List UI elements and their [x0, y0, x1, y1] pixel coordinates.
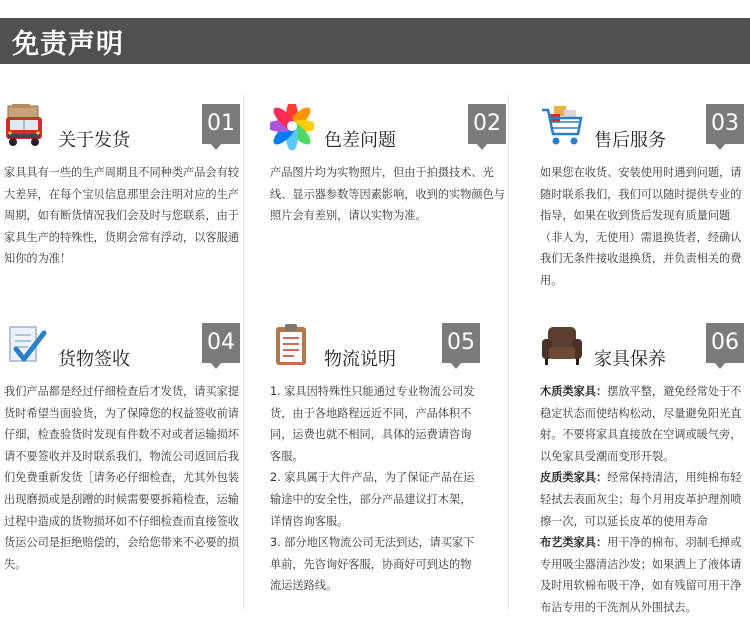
card-body	[4, 381, 240, 575]
card-title: 关于发货	[58, 130, 130, 151]
card-text: 产品图片均为实物照片，但由于拍摄技术、光线、显示器参数等因素影响，收到的实物颜色与照片会有差别，请以实物为准。	[270, 166, 505, 223]
card-body	[4, 162, 240, 270]
card-body	[270, 162, 506, 227]
card-number-badge: 05	[442, 323, 480, 363]
card-logistics	[270, 323, 480, 597]
header-banner	[0, 18, 750, 64]
card-after-sales	[540, 104, 744, 292]
card-text: 如果您在收货、安装使用时遇到问题，请随时联系我们，我们可以随时提供专业的指导，如果在收到货后发现有质量问题（非人为，无使用）需退换货者，经确认我们无条件接收退换货，并负责相关的费用。	[540, 166, 742, 287]
care-text: 摆放平整，避免经常处于不稳定状态而使结构松动，尽量避免阳光直射。不要将家具直接放在空调或暖气旁，以免家具受潮而变形开裂。	[540, 385, 742, 463]
card-paragraph: 1. 家具因特殊性只能通过专业物流公司发货，由于各地路程远近不同，产品体积不同，运费也就不相同，具体的运费请咨询客服。	[270, 385, 475, 463]
armchair-icon	[540, 323, 584, 369]
color-palette-icon	[270, 104, 314, 150]
card-title: 色差问题	[324, 130, 396, 151]
card-number-badge: 03	[706, 104, 744, 144]
card-text: 家具具有一些的生产周期且不同种类产品会有较大差异，在每个宝贝信息那里会注明对应的生产周期，如有断货情况我们会及时与您联系，由于家具生产的特殊性，货期会常有浮动，以客服通知你的为准！	[4, 166, 239, 266]
card-receipt	[4, 323, 240, 575]
care-item-fabric	[540, 532, 744, 618]
care-label: 木质类家具：	[540, 385, 608, 398]
page-title: 免责声明	[12, 29, 124, 60]
card-number-badge: 06	[706, 323, 744, 363]
card-paragraph: 2. 家具属于大件产品，为了保证产品在运输途中的安全性，部分产品建议打木架，详情咨询客服。	[270, 471, 475, 528]
card-title: 售后服务	[594, 130, 666, 151]
card-title: 家具保养	[594, 349, 666, 370]
shopping-cart-icon	[540, 104, 584, 150]
card-body	[540, 381, 744, 619]
care-text: 用干净的棉布、羽制毛掸或专用吸尘器清洁沙发；如果洒上了液体请及时用软棉布吸干净，如有残留可用干净布沾专用的干洗剂从外围拭去。	[540, 536, 742, 614]
column-divider	[243, 95, 244, 610]
card-body	[540, 162, 744, 292]
card-shipping	[4, 104, 240, 270]
card-title: 物流说明	[324, 349, 396, 370]
care-label: 皮质类家具：	[540, 471, 608, 485]
card-maintenance	[540, 323, 744, 619]
delivery-truck-icon	[4, 104, 48, 150]
care-item-wood	[540, 381, 744, 467]
column-divider	[508, 95, 509, 610]
card-text: 我们产品都是经过仔细检查后才发货，请买家提货时希望当面验货，为了保障您的权益签收前请仔细，检查验货时发现有件数不对或者运输损坏请不要签收并及时联系我们，物流公司返回后我们免费重新发货［请务必仔细检查，尤其外包装出现磨损或是刮蹭的时候需要要拆箱检查，运输过程中造成的货物损坏如不仔细检查而直接签收货运公司是拒绝赔偿的，会给您带来不必要的损失。	[4, 385, 239, 571]
care-label: 布艺类家具：	[540, 536, 608, 550]
card-color-difference	[270, 104, 506, 227]
card-body	[270, 381, 480, 597]
checkmark-form-icon	[4, 323, 48, 369]
care-text: 经常保持清洁，用纯棉布轻轻拭去表面灰尘；每个月用皮革护理剂喷擦一次，可以延长皮革的使用寿命	[540, 471, 742, 528]
card-title: 货物签收	[58, 349, 130, 370]
card-number-badge: 02	[468, 104, 506, 144]
care-item-leather	[540, 467, 744, 532]
card-number-badge: 04	[202, 323, 240, 363]
card-number-badge: 01	[202, 104, 240, 144]
clipboard-icon	[270, 323, 314, 369]
card-paragraph: 3. 部分地区物流公司无法到达，请买家下单前，先咨询好客服，协商好可到达的物流运送路线。	[270, 536, 475, 593]
